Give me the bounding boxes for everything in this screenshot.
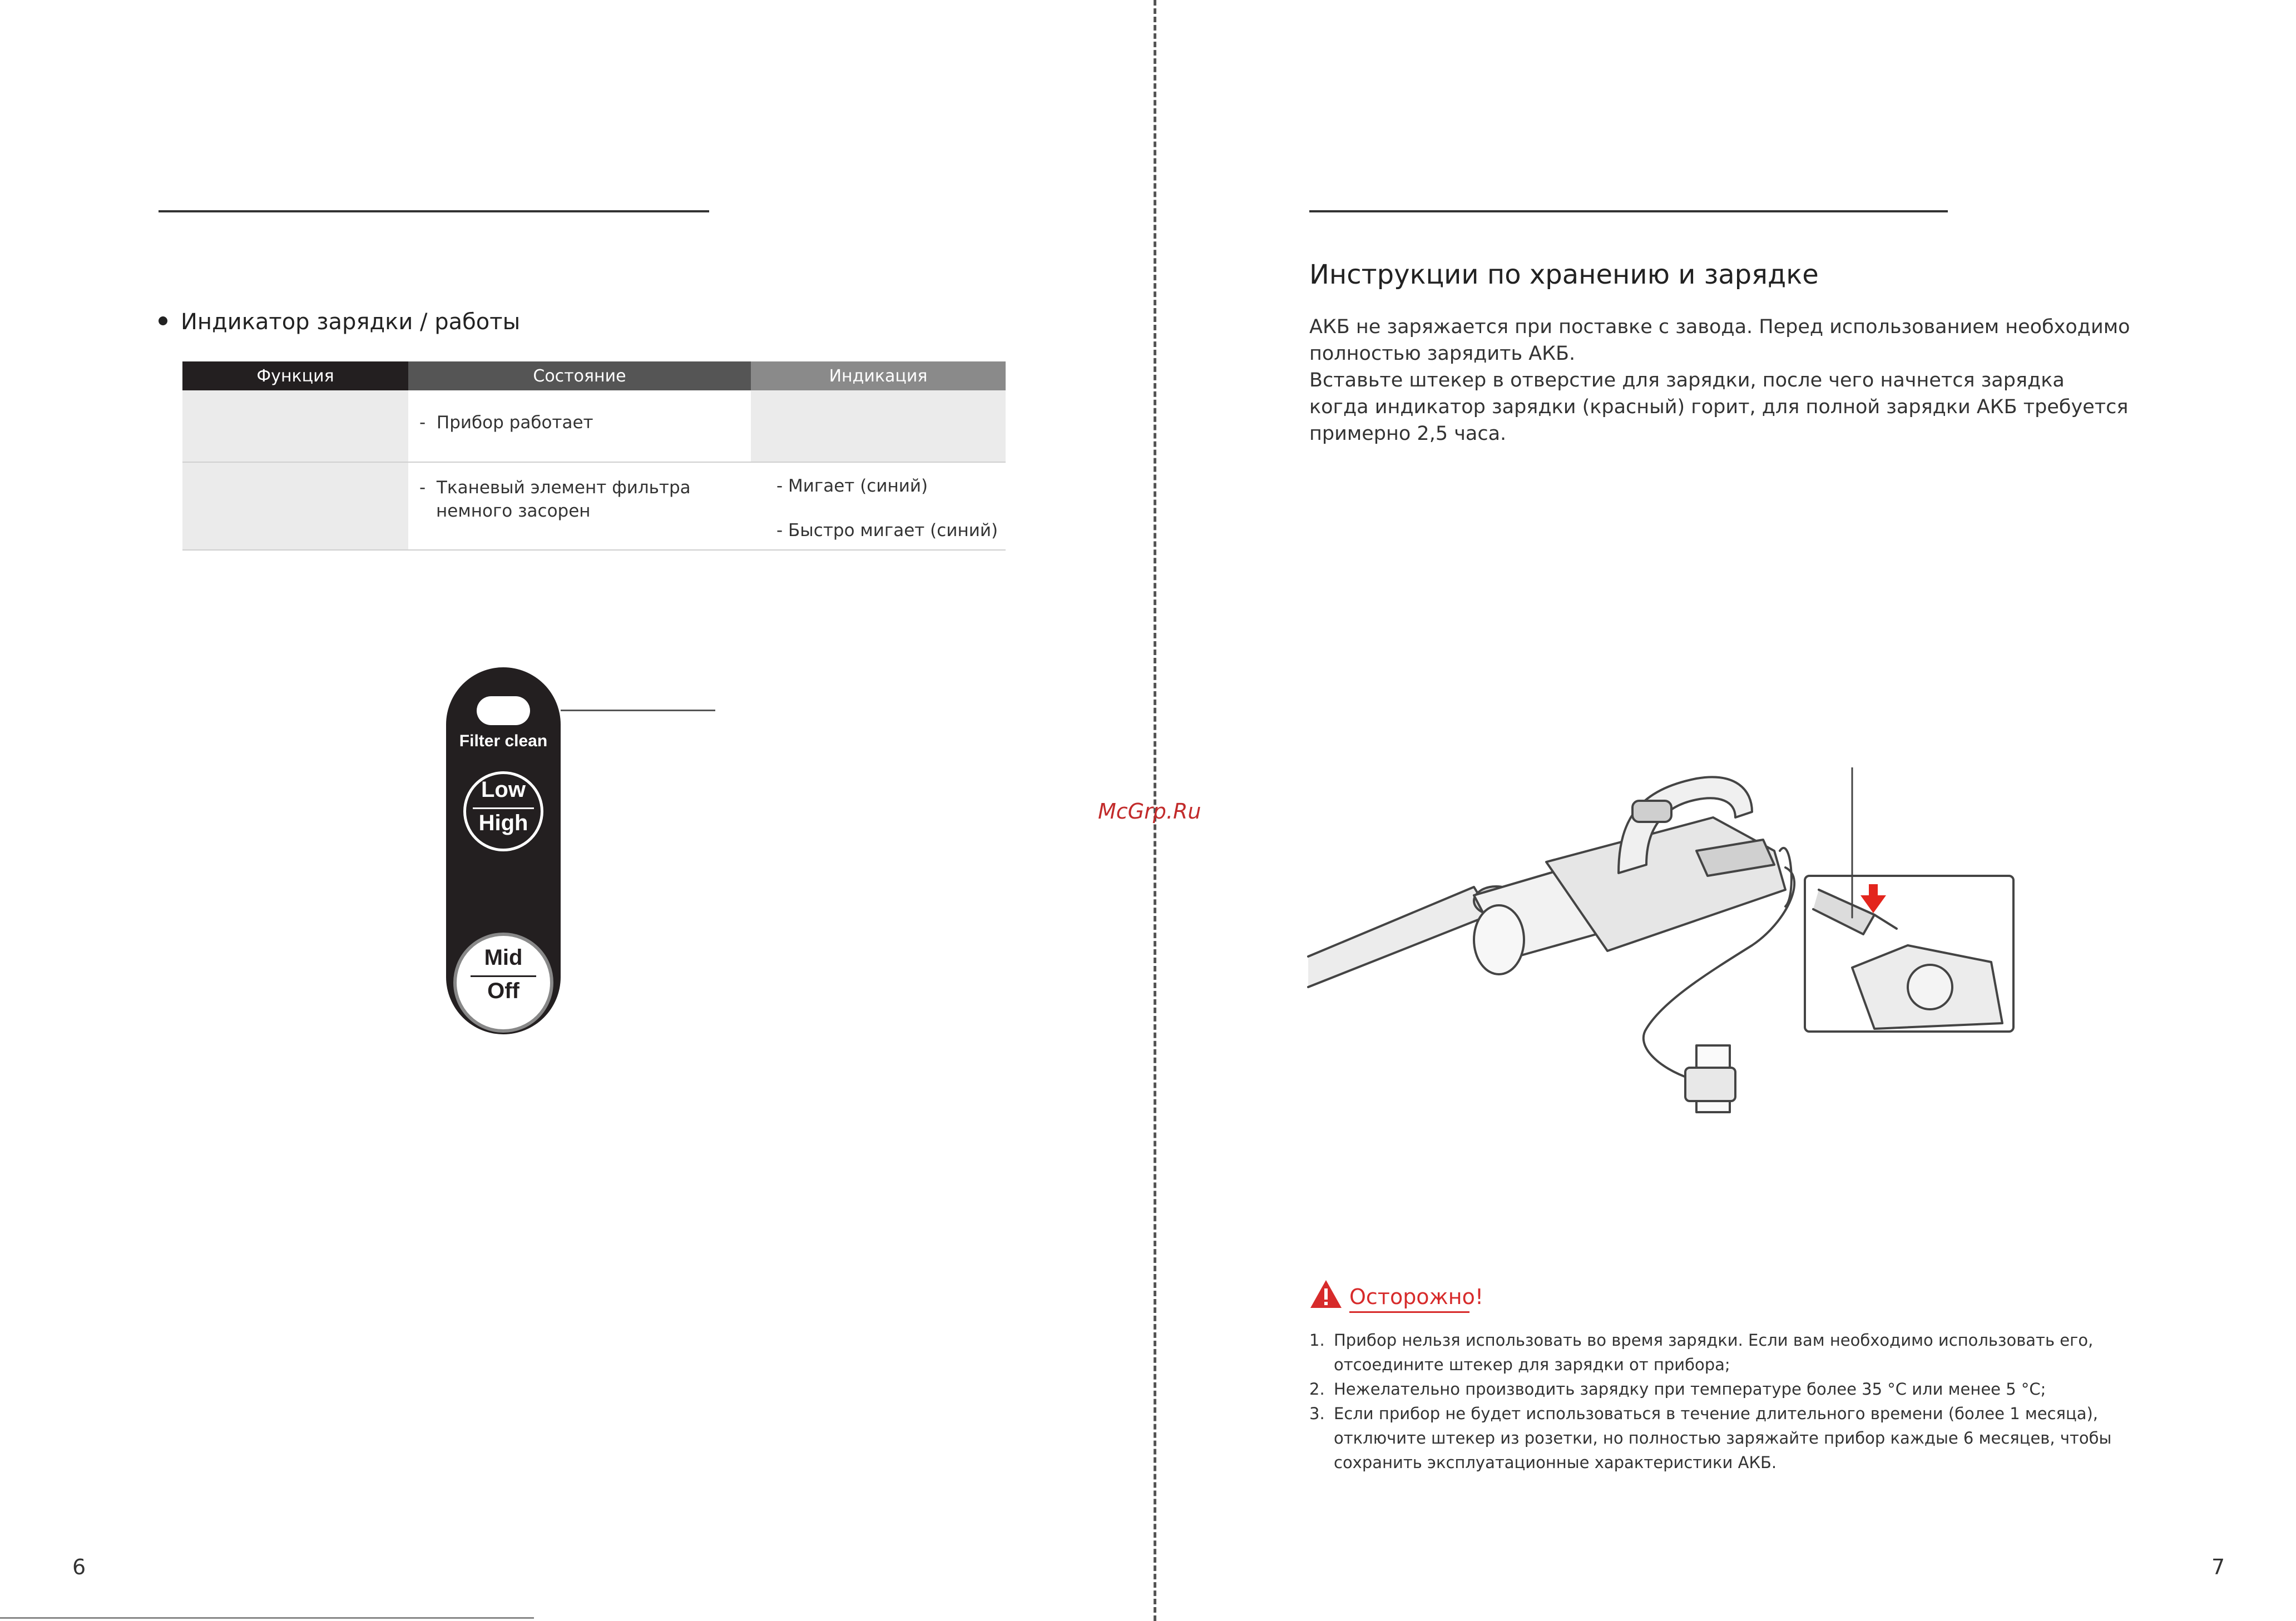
button-label-off: Off	[487, 979, 519, 1003]
paragraph-line: Вставьте штекер в отверстие для зарядки, после чего начнется зарядка	[1309, 369, 2065, 391]
page-title: Инструкции по хранению и зарядке	[1309, 259, 1819, 290]
leader-line	[561, 710, 715, 711]
right-top-rule	[1309, 210, 1948, 212]
indication-blink: - Мигает (синий)	[776, 476, 928, 496]
paragraph-line: АКБ не заряжается при поставке с завода. Перед использованием необходимо	[1309, 316, 2130, 338]
indicator-table	[182, 361, 1006, 551]
note-line: Если прибор не будет использоваться в течение длительного времени (более 1 месяца),	[1334, 1404, 2099, 1423]
list-item	[1309, 1401, 2177, 1475]
intro-paragraph	[1309, 314, 2166, 447]
vacuum-charging-illustration	[1307, 767, 2025, 1123]
caution-underline	[1349, 1311, 1469, 1313]
button-divider	[473, 807, 534, 809]
note-line: отключите штекер из розетки, но полностью заряжайте прибор каждые 6 месяцев, чтобы	[1334, 1429, 2112, 1448]
table-row	[182, 462, 1006, 550]
table-header-state: Состояние	[408, 361, 751, 390]
table-header-function: Функция	[182, 361, 408, 390]
note-number: 2.	[1309, 1380, 1325, 1399]
section-heading	[159, 309, 520, 335]
button-label-low: Low	[481, 777, 526, 802]
note-number: 1.	[1309, 1331, 1325, 1350]
paragraph-line: полностью зарядить АКБ.	[1309, 343, 1576, 365]
cell-function	[182, 462, 408, 550]
note-number: 3.	[1309, 1404, 1325, 1423]
paragraph-line: примерно 2,5 часа.	[1309, 423, 1507, 445]
section-heading-text: Индикатор зарядки / работы	[181, 309, 521, 335]
list-item	[1309, 1377, 2177, 1401]
note-line: Нежелательно производить зарядку при температуре более 35 °C или менее 5 °C;	[1334, 1380, 2046, 1399]
cell-state: - Тканевый элемент фильтра немного засорен	[408, 462, 751, 550]
filter-clean-led-icon	[477, 696, 530, 725]
state-text-line-1: Тканевый элемент фильтра	[436, 478, 691, 498]
filter-clean-label: Filter clean	[459, 732, 548, 750]
bottom-edge-line	[0, 1617, 534, 1619]
list-item	[1309, 1328, 2177, 1377]
paragraph-line: когда индикатор зарядки (красный) горит, для полной зарядки АКБ требуется	[1309, 396, 2129, 418]
indication-fast-blink: - Быстро мигает (синий)	[776, 520, 998, 541]
note-line: сохранить эксплуатационные характеристики АКБ.	[1334, 1453, 1777, 1472]
left-top-rule	[159, 210, 709, 212]
button-divider	[471, 975, 536, 977]
button-label-mid: Mid	[484, 945, 523, 970]
caution-notes	[1309, 1328, 2177, 1475]
state-text-line-2: немного засорен	[436, 501, 591, 521]
note-line: Прибор нельзя использовать во время зарядки. Если вам необходимо использовать его,	[1334, 1331, 2094, 1350]
warning-triangle-icon	[1309, 1279, 1343, 1309]
cell-indication	[751, 390, 1006, 462]
watermark: McGrp.Ru	[1098, 799, 1201, 824]
caution-title: Осторожно!	[1349, 1285, 1484, 1309]
button-label-high: High	[478, 811, 528, 835]
bullet-icon	[159, 316, 167, 325]
note-line: отсоедините штекер для зарядки от прибора;	[1334, 1355, 1730, 1374]
cell-indication	[751, 462, 1006, 550]
cell-state: - Прибор работает	[408, 390, 751, 462]
page-number-right: 7	[2211, 1555, 2225, 1579]
table-row	[182, 390, 1006, 462]
table-header-indication: Индикация	[751, 361, 1006, 390]
cell-function	[182, 390, 408, 462]
state-text: Прибор работает	[436, 413, 593, 433]
page-number-left: 6	[72, 1555, 86, 1579]
